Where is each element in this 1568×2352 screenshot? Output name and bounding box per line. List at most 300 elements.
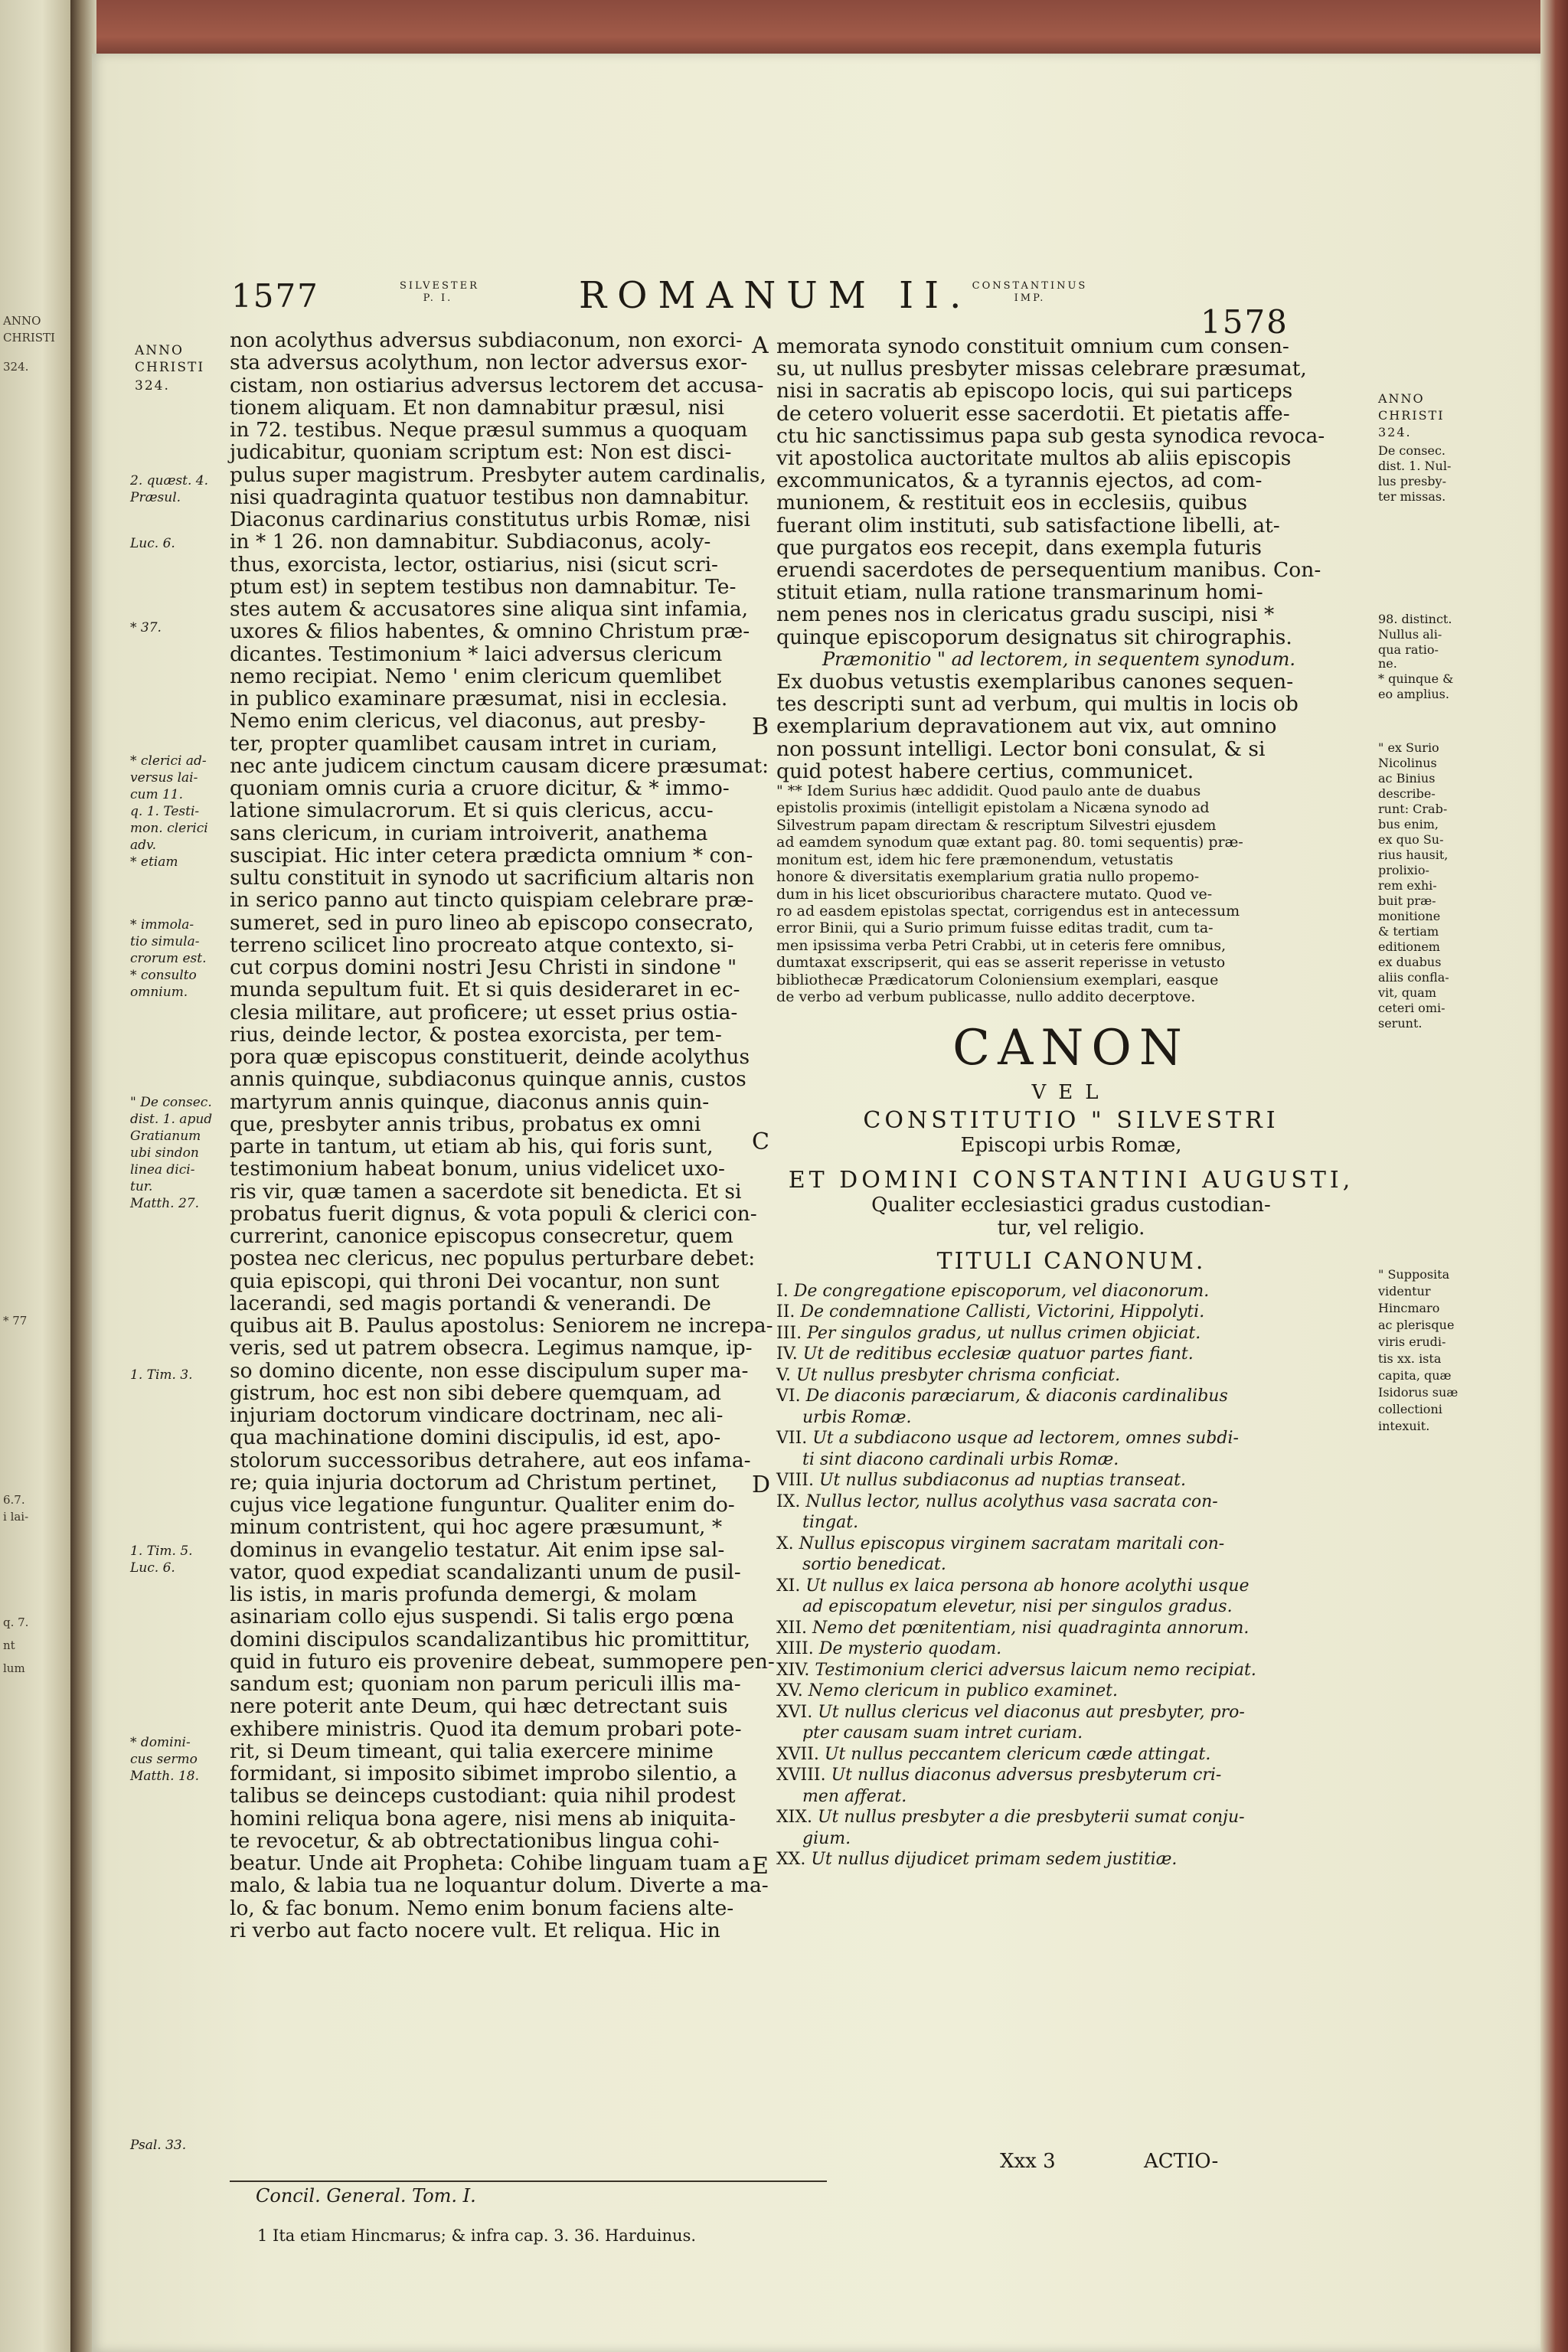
text-line: nisi quadraginta quatuor testibus non damnabitur. bbox=[230, 485, 750, 509]
tituli-list bbox=[776, 1281, 1366, 1870]
text-line: malo, & labia tua ne loquantur dolum. Diverte a ma- bbox=[230, 1873, 769, 1898]
margin-note: prolixio- bbox=[1378, 863, 1429, 877]
tituli-item bbox=[776, 1681, 1366, 1702]
text-line: pulus super magistrum. Presbyter autem cardinalis, bbox=[230, 462, 766, 487]
right-column-paragraph bbox=[776, 335, 1366, 648]
text-line: non possunt intelligi. Lector boni consulat, & si bbox=[776, 737, 1266, 761]
previous-page-fragment: 324. bbox=[3, 360, 29, 374]
text-line: excommunicatos, & a tyrannis ejectos, ad com- bbox=[776, 469, 1263, 493]
tituli-item bbox=[776, 1828, 1366, 1850]
margin-note: tur. bbox=[130, 1179, 153, 1194]
tituli-item bbox=[776, 1596, 1366, 1618]
praemonitio-heading: Præmonitio " ad lectorem, in sequentem synodum. bbox=[822, 648, 1295, 670]
text-line: lis istis, in maris profunda demergi, & molam bbox=[230, 1583, 697, 1606]
tituli-text: Ut nullus presbyter chrisma conficiat. bbox=[796, 1365, 1121, 1385]
tituli-item bbox=[776, 1428, 1366, 1449]
tituli-item bbox=[776, 1491, 1366, 1513]
column-letter: A bbox=[752, 332, 769, 359]
note-line: honore & diversitatis exemplarium gratia nullo propemo- bbox=[776, 868, 1200, 886]
book-right-edge bbox=[1540, 0, 1568, 2352]
text-line: lo, & fac bonum. Nemo enim bonum faciens alte- bbox=[230, 1896, 734, 1920]
text-line: dicantes. Testimonium * laici adversus clericum bbox=[230, 642, 723, 666]
tituli-number: XII. bbox=[776, 1618, 813, 1638]
text-line: vit apostolica auctoritate multos ab aliis episcopis bbox=[776, 446, 1292, 471]
text-line: Diaconus cardinarius constitutus urbis Romæ, nisi bbox=[230, 508, 750, 531]
text-line: cistam, non ostiarius adversus lectorem det accusa- bbox=[230, 373, 764, 397]
text-line: asinariam collo ejus suspendi. Si talis ergo pœna bbox=[230, 1605, 734, 1629]
text-line: qua machinatione domini discipulis, id est, apo- bbox=[230, 1426, 721, 1450]
text-line: munda sepultum fuit. Et si quis desideraret in ec- bbox=[230, 978, 740, 1002]
margin-note: videntur bbox=[1378, 1284, 1431, 1298]
text-line: nere poterit ante Deum, qui hæc detrectant suis bbox=[230, 1694, 728, 1719]
tituli-number: XV. bbox=[776, 1681, 808, 1701]
margin-note: * 37. bbox=[130, 620, 162, 635]
margin-note: rius hausit, bbox=[1378, 848, 1449, 862]
margin-note: ANNO bbox=[1378, 391, 1425, 406]
canon-subtitle-line: Qualiter ecclesiastici gradus custodian- bbox=[871, 1194, 1271, 1217]
tituli-text: sortio benedicat. bbox=[802, 1555, 946, 1575]
text-line: latione simulacrorum. Et si quis clericus, accu- bbox=[230, 799, 714, 823]
margin-note: 1. Tim. 3. bbox=[130, 1367, 193, 1383]
tituli-text: Nullus episcopus virginem sacratam maritali con- bbox=[799, 1534, 1225, 1553]
tituli-text: Ut nullus ex laica persona ab honore acolythi usque bbox=[805, 1576, 1250, 1596]
text-line: thus, exorcista, lector, ostiarius, nisi (sicut scri- bbox=[230, 552, 719, 577]
right-column bbox=[776, 335, 1366, 1870]
text-line: so domino dicente, non esse discipulum super ma- bbox=[230, 1358, 749, 1383]
tituli-text: De condemnatione Callisti, Victorini, Hippolyti. bbox=[800, 1302, 1205, 1322]
signature-mark: Xxx 3 bbox=[1000, 2150, 1056, 2173]
tituli-item bbox=[776, 1576, 1366, 1597]
text-line: injuriam doctorum vindicare doctrinam, nec ali- bbox=[230, 1403, 724, 1427]
canon-title: CANON bbox=[952, 1020, 1190, 1077]
tituli-text: Ut nullus diaconus adversus presbyterum cri- bbox=[831, 1766, 1222, 1785]
tituli-text: Ut nullus dijudicet primam sedem justitiæ. bbox=[811, 1850, 1178, 1870]
canon-subtitle-2: ET DOMINI CONSTANTINI AUGUSTI, bbox=[788, 1167, 1354, 1194]
tituli-number: VI. bbox=[776, 1387, 806, 1406]
margin-note: runt: Crab- bbox=[1378, 802, 1448, 816]
text-line: sans clericum, in curiam introiverit, anathema bbox=[230, 821, 708, 845]
margin-note: ceteri omi- bbox=[1378, 1001, 1446, 1015]
tituli-text: Ut nullus clericus vel diaconus aut presbyter, pro- bbox=[818, 1702, 1245, 1722]
tituli-number: XIII. bbox=[776, 1639, 819, 1659]
previous-page-fragment: CHRISTI bbox=[3, 331, 55, 345]
canon-vel: VEL bbox=[1031, 1081, 1111, 1105]
margin-note: bus enim, bbox=[1378, 817, 1439, 831]
text-line: que, presbyter annis tribus, probatus ex omni bbox=[230, 1112, 701, 1136]
margin-note: eo amplius. bbox=[1378, 687, 1449, 701]
canon-subtitle: CONSTITUTIO " SILVESTRI bbox=[863, 1107, 1279, 1135]
tituli-item bbox=[776, 1723, 1366, 1744]
text-line: tionem aliquam. Et non damnabitur præsul, nisi bbox=[230, 395, 725, 420]
column-letter: C bbox=[752, 1129, 769, 1155]
tituli-item bbox=[776, 1365, 1366, 1387]
margin-note: ac Binius bbox=[1378, 771, 1436, 786]
tituli-item bbox=[776, 1470, 1366, 1491]
tituli-text: pter causam suam intret curiam. bbox=[802, 1723, 1083, 1743]
tituli-text: Nemo clericum in publico examinet. bbox=[808, 1681, 1118, 1701]
tituli-item bbox=[776, 1534, 1366, 1555]
tituli-item bbox=[776, 1386, 1366, 1407]
margin-note: * domini- bbox=[130, 1735, 191, 1750]
tituli-number: XI. bbox=[776, 1576, 806, 1596]
margin-note: ne. bbox=[1378, 656, 1397, 671]
margin-note: Luc. 6. bbox=[130, 536, 175, 551]
canon-subtitle-line: Episcopi urbis Romæ, bbox=[960, 1134, 1182, 1158]
previous-page-fragment: lum bbox=[3, 1661, 25, 1675]
tituli-number: XIX. bbox=[776, 1808, 818, 1828]
tituli-text: Per singulos gradus, ut nullus crimen objiciat. bbox=[807, 1323, 1201, 1343]
text-line: de cetero voluerit esse sacerdotii. Et pietatis affe- bbox=[776, 401, 1290, 426]
margin-note: CHRISTI bbox=[1378, 408, 1445, 423]
margin-note: ter missas. bbox=[1378, 489, 1446, 504]
tituli-number: IV. bbox=[776, 1344, 803, 1364]
previous-page-fragment: 6.7. bbox=[3, 1493, 25, 1507]
margin-note: & tertiam bbox=[1378, 924, 1439, 939]
margin-note: q. 1. Testi- bbox=[130, 804, 200, 819]
text-line: quia episcopi, qui throni Dei vocantur, non sunt bbox=[230, 1269, 720, 1293]
text-line: stolorum successoribus detrahere, aut eos infama- bbox=[230, 1448, 751, 1472]
tituli-number: II. bbox=[776, 1302, 801, 1322]
margin-note: lus presby- bbox=[1378, 474, 1446, 488]
text-line: sultu constituit in synodo ut sacrificium altaris non bbox=[230, 866, 755, 890]
tituli-item bbox=[776, 1660, 1366, 1681]
margin-note: monitione bbox=[1378, 909, 1441, 923]
tituli-number: V. bbox=[776, 1365, 797, 1385]
tituli-item bbox=[776, 1302, 1366, 1323]
text-line: sta adversus acolythum, non lector adversus exor- bbox=[230, 351, 748, 375]
column-letter: E bbox=[752, 1853, 769, 1880]
page-number-left: 1577 bbox=[231, 277, 319, 315]
margin-note: 2. quæst. 4. bbox=[130, 473, 209, 488]
tituli-number: XX. bbox=[776, 1850, 812, 1870]
note-line: men ipsissima verba Petri Crabbi, ut in ceteris fere omnibus, bbox=[776, 936, 1227, 954]
text-line: pora quæ episcopus constituerit, deinde acolythus bbox=[230, 1045, 750, 1069]
tituli-text: De mysterio quodam. bbox=[818, 1639, 1002, 1659]
note-line: error Binii, qui a Surio primum fuisse editas tradit, cum ta- bbox=[776, 920, 1214, 937]
left-column-text bbox=[230, 329, 827, 1942]
text-line: beatur. Unde ait Propheta: Cohibe linguam tuam a bbox=[230, 1851, 750, 1875]
margin-note: adv. bbox=[130, 838, 157, 853]
catchword: ACTIO- bbox=[1144, 2150, 1219, 2173]
previous-page-fragment: ANNO bbox=[3, 314, 41, 328]
text-line: clesia militare, aut proficere; ut esset prius ostia- bbox=[230, 1000, 738, 1024]
text-line: martyrum annis quinque, diaconus annis quin- bbox=[230, 1089, 710, 1114]
text-line: postea nec clericus, nec populus perturbare debet: bbox=[230, 1246, 756, 1271]
text-line: domini discipulos scandalizantibus hic promittitur, bbox=[230, 1627, 751, 1651]
note-line: " ** Idem Surius hæc addidit. Quod paulo ante de duabus bbox=[776, 782, 1201, 800]
text-line: non acolythus adversus subdiaconum, non exorci- bbox=[230, 328, 743, 352]
tituli-item bbox=[776, 1786, 1366, 1808]
tituli-number: VIII. bbox=[776, 1471, 819, 1491]
note-line: dum in his licet obscurioribus charactere mutato. Quod ve- bbox=[776, 885, 1213, 903]
text-line: probatus fuerit dignus, & vota populi & clerici con- bbox=[230, 1201, 757, 1226]
text-line: quoniam omnis curia a cruore dicitur, & * immo- bbox=[230, 776, 730, 800]
tituli-number: X. bbox=[776, 1534, 799, 1553]
running-head-right-line: IMP. bbox=[1014, 292, 1046, 304]
margin-note: * etiam bbox=[130, 854, 178, 870]
surius-note bbox=[776, 782, 1366, 1005]
margin-note: * quinque & bbox=[1378, 671, 1454, 686]
tituli-item bbox=[776, 1807, 1366, 1828]
tituli-item bbox=[776, 1702, 1366, 1723]
margin-note: tio simula- bbox=[130, 934, 200, 949]
margin-note: ex quo Su- bbox=[1378, 832, 1444, 847]
previous-page-edge bbox=[0, 0, 70, 2352]
right-column-paragraph-2 bbox=[776, 671, 1366, 782]
text-line: nisi in sacratis ab episcopo locis, qui sui particeps bbox=[776, 379, 1293, 403]
text-line: exhibere ministris. Quod ita demum probari pote- bbox=[230, 1717, 742, 1741]
margin-note: omnium. bbox=[130, 985, 188, 1000]
tituli-text: men afferat. bbox=[802, 1786, 907, 1806]
text-line: nec ante judicem cinctum causam dicere præsumat: bbox=[230, 753, 769, 778]
tituli-text: urbis Romæ. bbox=[802, 1407, 912, 1427]
margin-note: cum 11. bbox=[130, 787, 184, 802]
tituli-text: ad episcopatum elevetur, nisi per singulos gradus. bbox=[802, 1597, 1233, 1617]
text-line: judicabitur, quoniam scriptum est: Non est disci- bbox=[230, 440, 732, 465]
text-line: quid potest habere certius, communicet. bbox=[776, 759, 1194, 783]
margin-note: collectioni bbox=[1378, 1402, 1442, 1416]
note-line: epistolis proximis (intelligit epistolam a Nicæna synodo ad bbox=[776, 799, 1210, 817]
tituli-text: Ut nullus presbyter a die presbyterii sumat conju- bbox=[818, 1808, 1245, 1828]
tituli-number: XVII. bbox=[776, 1744, 825, 1764]
text-line: quinque episcoporum designatus sit chirographis. bbox=[776, 625, 1292, 649]
margin-note: editionem bbox=[1378, 939, 1440, 954]
text-line: sumeret, sed in puro lineo ab episcopo consecrato, bbox=[230, 910, 754, 935]
binding-edge bbox=[96, 0, 1568, 61]
margin-note: Nicolinus bbox=[1378, 756, 1437, 770]
tituli-text: Nemo det pœnitentiam, nisi quadraginta annorum. bbox=[812, 1618, 1250, 1638]
text-line: re; quia injuria doctorum ad Christum pertinet, bbox=[230, 1470, 718, 1494]
text-line: in publico examinare præsumat, nisi in ecclesia. bbox=[230, 687, 728, 710]
margin-note: 324. bbox=[1378, 425, 1412, 439]
text-line: in * 1 26. non damnabitur. Subdiaconus, acoly- bbox=[230, 530, 711, 554]
margin-note: Præsul. bbox=[130, 490, 181, 505]
margin-note: cus sermo bbox=[130, 1752, 198, 1767]
text-line: su, ut nullus presbyter missas celebrare præsumat, bbox=[776, 357, 1307, 381]
tituli-item bbox=[776, 1554, 1366, 1576]
running-head-left-line: SILVESTER bbox=[400, 280, 479, 292]
margin-note: * consulto bbox=[130, 968, 197, 983]
text-line: homini reliqua bona agere, nisi mens ab iniquita- bbox=[230, 1806, 737, 1831]
margin-note: 98. distinct. bbox=[1378, 612, 1452, 626]
text-line: ctu hic sanctissimus papa sub gesta synodica revoca- bbox=[776, 423, 1325, 448]
tituli-text: De diaconis paræciarum, & diaconis cardinalibus bbox=[805, 1387, 1228, 1406]
note-line: de verbo ad verbum publicasse, nullo addito decerptove. bbox=[776, 988, 1196, 1005]
margin-note: Matth. 27. bbox=[130, 1196, 199, 1211]
margin-note: Nullus ali- bbox=[1378, 627, 1442, 642]
margin-note: CHRISTI bbox=[135, 360, 205, 375]
margin-note: tis xx. ista bbox=[1378, 1351, 1442, 1366]
margin-note: viris erudi- bbox=[1378, 1334, 1446, 1349]
margin-note: * clerici ad- bbox=[130, 753, 207, 769]
margin-note: describe- bbox=[1378, 786, 1436, 801]
tituli-item bbox=[776, 1344, 1366, 1365]
tituli-item bbox=[776, 1512, 1366, 1534]
tituli-item bbox=[776, 1618, 1366, 1639]
text-line: formidant, si imposito sibimet improbo silentio, a bbox=[230, 1762, 737, 1785]
margin-note: linea dici- bbox=[130, 1162, 195, 1178]
margin-note: aliis confla- bbox=[1378, 970, 1449, 985]
previous-page-fragment: q. 7. bbox=[3, 1615, 29, 1629]
tituli-number: I. bbox=[776, 1281, 794, 1301]
text-line: suscipiat. Hic inter cetera prædicta omnium * con- bbox=[230, 843, 753, 867]
margin-note: " Supposita bbox=[1378, 1267, 1450, 1282]
column-letter: D bbox=[752, 1472, 771, 1498]
margin-note: Hincmaro bbox=[1378, 1301, 1440, 1315]
text-line: te revocetur, & ab obtrectationibus lingua cohi- bbox=[230, 1828, 720, 1853]
note-line: bibliothecæ Prædicatorum Coloniensium exemplari, easque bbox=[776, 971, 1219, 988]
tituli-text: Ut nullus subdiaconus ad nuptias transeat. bbox=[818, 1471, 1186, 1491]
text-line: eruendi sacerdotes de persequentium manibus. Con- bbox=[776, 558, 1321, 583]
signature-rule bbox=[230, 2180, 827, 2182]
tituli-text: tingat. bbox=[802, 1513, 859, 1533]
note-line: ro ad easdem epistolas spectat, corrigendus est in antecessum bbox=[776, 902, 1240, 920]
margin-note: Psal. 33. bbox=[130, 2138, 187, 2153]
tituli-number: VII. bbox=[776, 1429, 813, 1449]
margin-note: Gratianum bbox=[130, 1129, 201, 1144]
text-line: Ex duobus vetustis exemplaribus canones sequen- bbox=[776, 670, 1294, 694]
text-line: munionem, & restituit eos in ecclesiis, quibus bbox=[776, 491, 1248, 515]
margin-note: mon. clerici bbox=[130, 821, 208, 836]
text-line: rit, si Deum timeant, qui talia exercere minime bbox=[230, 1739, 714, 1763]
tituli-item bbox=[776, 1449, 1366, 1471]
margin-note: De consec. bbox=[1378, 443, 1446, 458]
text-line: ptum est) in septem testibus non damnabitur. Te- bbox=[230, 574, 737, 599]
text-line: Nemo enim clericus, vel diaconus, aut presby- bbox=[230, 709, 706, 733]
text-line: fuerant olim instituti, sub satisfactione libelli, at- bbox=[776, 513, 1280, 537]
tituli-number: IX. bbox=[776, 1491, 806, 1511]
margin-note: vit, quam bbox=[1378, 985, 1437, 1000]
text-line: in serico panno aut tincto quispiam celebrare præ- bbox=[230, 888, 754, 913]
margin-note: Luc. 6. bbox=[130, 1560, 175, 1576]
text-line: dominus in evangelio testatur. Ait enim ipse sal- bbox=[230, 1537, 725, 1562]
margin-note: dist. 1. Nul- bbox=[1378, 459, 1452, 473]
running-title: ROMANUM II. bbox=[579, 274, 972, 317]
text-line: exemplarium depravationem aut vix, aut omnino bbox=[776, 714, 1277, 739]
tituli-item bbox=[776, 1281, 1366, 1302]
text-line: cujus vice legatione funguntur. Qualiter enim do- bbox=[230, 1493, 735, 1517]
text-line: gistrum, hoc est non sibi debere quemquam, ad bbox=[230, 1380, 721, 1405]
tituli-item bbox=[776, 1638, 1366, 1660]
text-line: stes autem & accusatores sine aliqua sint infamia, bbox=[230, 597, 749, 621]
previous-page-fragment: nt bbox=[3, 1638, 15, 1652]
margin-note: " ex Surio bbox=[1378, 740, 1439, 755]
text-line: veris, sed ut patrem obsecra. Legimus namque, ip- bbox=[230, 1336, 753, 1361]
margin-note: crorum est. bbox=[130, 951, 207, 966]
text-line: memorata synodo constituit omnium cum consen- bbox=[776, 335, 1289, 358]
tituli-text: Ut a subdiacono usque ad lectorem, omnes subdi- bbox=[812, 1429, 1239, 1449]
signature-left: Concil. General. Tom. I. bbox=[256, 2185, 476, 2207]
text-line: parte in tantum, ut etiam ab his, qui foris sunt, bbox=[230, 1135, 714, 1158]
margin-note: ex duabus bbox=[1378, 955, 1442, 969]
margin-note: 324. bbox=[135, 378, 170, 394]
tituli-text: De congregatione episcoporum, vel diaconorum. bbox=[793, 1281, 1210, 1301]
tituli-number: III. bbox=[776, 1323, 808, 1343]
text-line: quid in futuro eis provenire debeat, summopere pen- bbox=[230, 1649, 775, 1674]
text-line: in 72. testibus. Neque præsul summus a quoquam bbox=[230, 418, 748, 442]
text-line: quibus ait B. Paulus apostolus: Seniorem ne increpa- bbox=[230, 1314, 773, 1338]
text-line: sandum est; quoniam non parum periculi illis ma- bbox=[230, 1672, 741, 1696]
tituli-item bbox=[776, 1407, 1366, 1429]
margin-note: capita, quæ bbox=[1378, 1368, 1452, 1383]
text-line: que purgatos eos recepit, dans exempla futuris bbox=[776, 535, 1262, 560]
tituli-number: XVIII. bbox=[776, 1766, 831, 1785]
footnote: 1 Ita etiam Hincmarus; & infra cap. 3. 36. Harduinus. bbox=[257, 2226, 697, 2245]
canon-subtitle-line: tur, vel religio. bbox=[997, 1217, 1145, 1240]
running-head-left bbox=[400, 280, 479, 305]
note-line: Silvestrum papam directam & rescriptum Silvestri ejusdem bbox=[776, 816, 1217, 834]
text-line: testimonium habeat bonum, unius videlicet uxo- bbox=[230, 1157, 725, 1181]
text-line: cut corpus domini nostri Jesu Christi in sindone " bbox=[230, 956, 737, 979]
text-line: lacerandi, sed magis portandi & venerandi. De bbox=[230, 1291, 711, 1315]
note-line: dumtaxat exscripserit, qui eas se asserit reperisse in vetusto bbox=[776, 954, 1226, 972]
column-letter: B bbox=[752, 714, 769, 740]
running-head-right-line: CONSTANTINUS bbox=[972, 280, 1088, 292]
tituli-item bbox=[776, 1323, 1366, 1344]
margin-note: intexuit. bbox=[1378, 1419, 1430, 1433]
note-line: ad eamdem synodum quæ extant pag. 80. tomi sequentis) præ- bbox=[776, 834, 1243, 851]
text-line: nem penes nos in clericatus gradu suscipi, nisi * bbox=[776, 603, 1275, 627]
text-line: annis quinque, subdiaconus quinque annis, custos bbox=[230, 1067, 746, 1092]
text-line: nemo recipiat. Nemo ' enim clericum quemlibet bbox=[230, 664, 722, 688]
tituli-number: XIV. bbox=[776, 1660, 815, 1680]
text-line: ri verbo aut facto nocere vult. Et reliqua. Hic in bbox=[230, 1918, 720, 1942]
tituli-text: gium. bbox=[802, 1828, 851, 1848]
text-line: ris vir, quæ tamen a sacerdote sit benedicta. Et si bbox=[230, 1179, 742, 1204]
margin-note: ubi sindon bbox=[130, 1145, 199, 1161]
tituli-number: XVI. bbox=[776, 1702, 818, 1722]
tituli-text: Nullus lector, nullus acolythus vasa sacrata con- bbox=[805, 1491, 1218, 1511]
text-line: minum contristent, qui hoc agere præsumunt, * bbox=[230, 1515, 723, 1540]
running-head-left-line: P. I. bbox=[423, 292, 453, 304]
previous-page-fragment: i lai- bbox=[3, 1510, 29, 1524]
margin-note: " De consec. bbox=[130, 1095, 212, 1110]
text-line: terreno scilicet lino procreato atque contexto, si- bbox=[230, 933, 734, 957]
text-line: talibus se deinceps custodiant: quia nihil prodest bbox=[230, 1784, 736, 1808]
margin-note: Isidorus suæ bbox=[1378, 1385, 1459, 1400]
tituli-text: ti sint diacono cardinali urbis Romæ. bbox=[802, 1449, 1119, 1469]
margin-note: ANNO bbox=[135, 343, 184, 358]
margin-note: dist. 1. apud bbox=[130, 1112, 213, 1127]
margin-note: buit præ- bbox=[1378, 893, 1436, 908]
margin-note: rem exhi- bbox=[1378, 878, 1437, 893]
text-line: vator, quod expediat scandalizanti unum de pusil- bbox=[230, 1560, 741, 1584]
margin-note: * immola- bbox=[130, 917, 194, 933]
tituli-item bbox=[776, 1849, 1366, 1870]
margin-note: serunt. bbox=[1378, 1016, 1423, 1031]
note-line: monitum est, idem hic fere præmonendum, vetustatis bbox=[776, 851, 1174, 868]
text-line: stituit etiam, nulla ratione transmarinum homi- bbox=[776, 580, 1263, 605]
margin-note: qua ratio- bbox=[1378, 642, 1439, 657]
text-line: currerint, canonice episcopus consecretur, quem bbox=[230, 1224, 733, 1248]
tituli-heading: TITULI CANONUM. bbox=[936, 1248, 1206, 1276]
previous-page-fragment: * 77 bbox=[3, 1314, 28, 1328]
tituli-text: Testimonium clerici adversus laicum nemo recipiat. bbox=[815, 1660, 1256, 1680]
tituli-item bbox=[776, 1765, 1366, 1786]
margin-note: versus lai- bbox=[130, 770, 198, 786]
text-line: ter, propter quamlibet causam intret in curiam, bbox=[230, 731, 718, 756]
running-head-right bbox=[957, 280, 1102, 305]
margin-note: 1. Tim. 5. bbox=[130, 1544, 193, 1559]
tituli-text: Ut nullus peccantem clericum cæde attingat. bbox=[824, 1744, 1211, 1764]
tituli-text: Ut de reditibus ecclesiæ quatuor partes fiant. bbox=[802, 1344, 1194, 1364]
text-line: tes descripti sunt ad verbum, qui multis in locis ob bbox=[776, 692, 1298, 717]
margin-note: ac plerisque bbox=[1378, 1318, 1455, 1332]
text-line: uxores & filios habentes, & omnino Christum præ- bbox=[230, 619, 750, 644]
tituli-item bbox=[776, 1744, 1366, 1766]
document-page bbox=[92, 54, 1540, 2352]
page-number-right: 1578 bbox=[1200, 303, 1289, 341]
